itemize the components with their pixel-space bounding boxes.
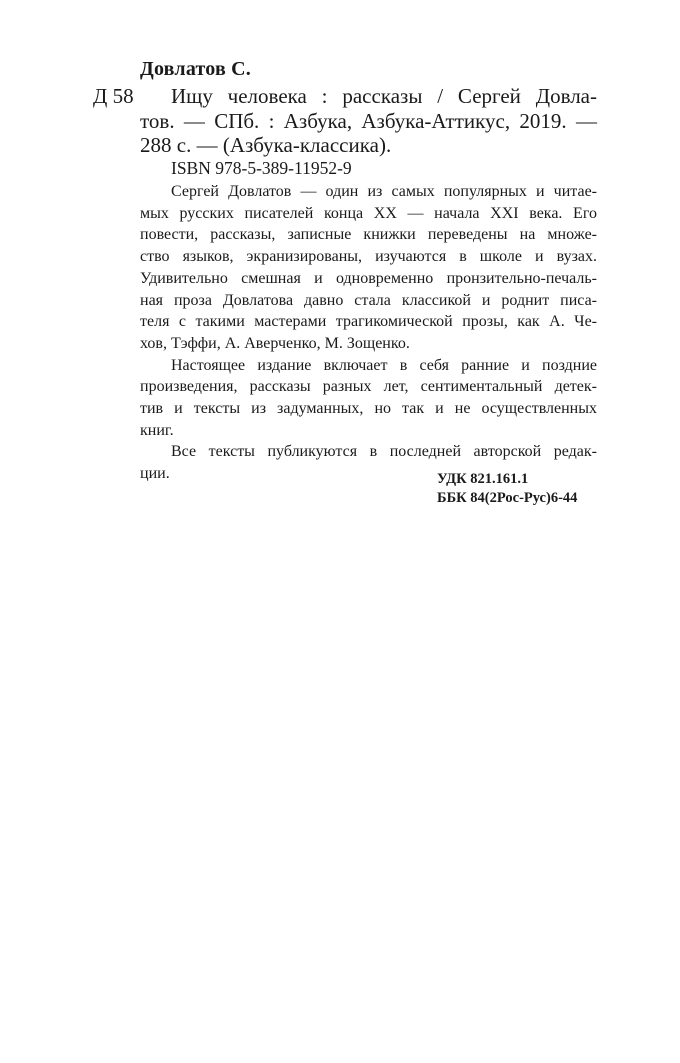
annotation-line: ство языков, экранизированы, изучаются в школе и вузах. — [140, 248, 597, 266]
annotation-line: тив и тексты из задуманных, но так и не осуществленных — [140, 400, 597, 418]
bibliographic-description — [140, 84, 597, 158]
annotation-line: хов, Тэффи, А. Аверченко, М. Зощенко. — [140, 334, 410, 352]
isbn: ISBN 978-5-389-11952-9 — [171, 158, 352, 178]
author-mark-code: Д 58 — [93, 84, 134, 108]
annotation-line: произведения, рассказы разных лет, сентиментальный детек- — [140, 378, 597, 396]
bbk-index: ББК 84(2Рос-Рус)6-44 — [437, 490, 578, 506]
annotation-line: ции. — [140, 465, 170, 483]
description-line: Ищу человека : рассказы / Сергей Довла- — [171, 84, 597, 108]
annotation-line: Настоящее издание включает в себя ранние и поздние — [171, 356, 597, 374]
annotation-paragraph — [140, 181, 597, 355]
udk-index: УДК 821.161.1 — [437, 471, 529, 487]
annotation-line: Все тексты публикуются в последней авторской редак- — [171, 443, 597, 461]
annotation-line: мых русских писателей конца XX — начала XXI века. Его — [140, 204, 597, 222]
description-line: 288 с. — (Азбука-классика). — [140, 133, 392, 157]
annotation-line: книг. — [140, 421, 174, 439]
annotation-line: повести, рассказы, записные книжки переведены на множе- — [140, 226, 597, 244]
annotation-paragraph — [140, 355, 597, 442]
annotation-line: Удивительно смешная и одновременно пронзительно-печаль- — [140, 269, 597, 287]
description-line: тов. — СПб. : Азбука, Азбука-Аттикус, 2019. — — [140, 108, 597, 133]
annotation-line: Сергей Довлатов — один из самых популярных и читае- — [171, 183, 597, 200]
annotation-line: теля с такими мастерами трагикомической прозы, как А. Че- — [140, 313, 597, 331]
author-heading: Довлатов С. — [140, 58, 252, 80]
classification-indices — [437, 470, 577, 508]
annotation-line: ная проза Довлатова давно стала классикой и роднит писа- — [140, 291, 597, 309]
annotation — [140, 181, 597, 485]
